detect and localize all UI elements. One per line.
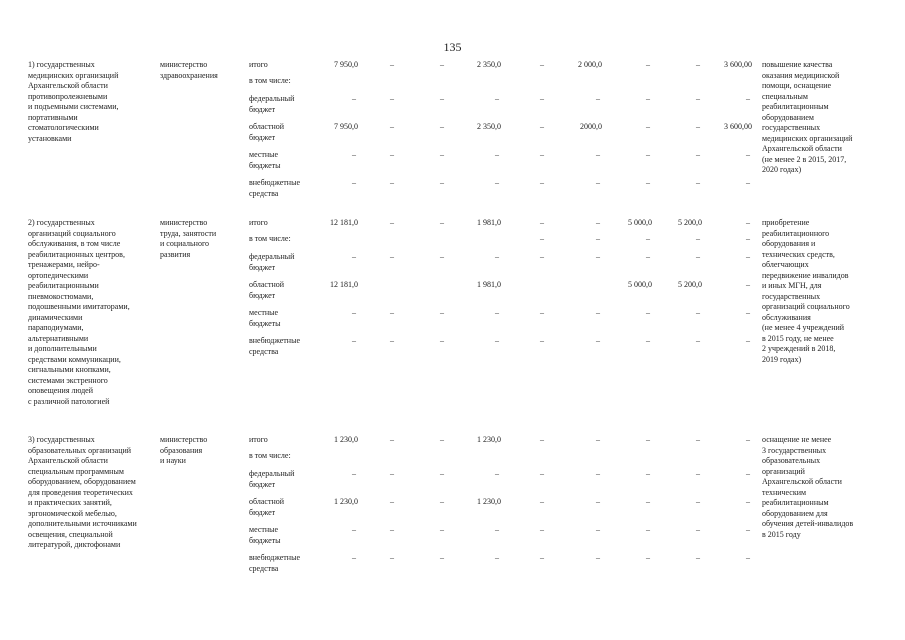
value-cell: 5 200,0	[678, 280, 702, 289]
value-cell: –	[440, 525, 444, 534]
value-cell: –	[746, 525, 750, 534]
value-cell: –	[596, 435, 600, 444]
value-cell: –	[746, 469, 750, 478]
row-label: местные бюджеты	[249, 150, 281, 170]
value-cell: –	[495, 308, 499, 317]
value-cell: –	[696, 497, 700, 506]
value-cell: –	[390, 122, 394, 131]
value-cell: –	[540, 178, 544, 187]
value-cell: 3 600,00	[724, 60, 752, 69]
value-cell: –	[646, 234, 650, 243]
value-cell: –	[540, 122, 544, 131]
row-label: в том числе:	[249, 451, 291, 460]
value-cell: 5 000,0	[628, 218, 652, 227]
value-cell: –	[596, 252, 600, 261]
row-label: областной бюджет	[249, 497, 285, 517]
value-cell: –	[352, 553, 356, 562]
value-cell: 2000,0	[580, 122, 602, 131]
value-cell: –	[540, 234, 544, 243]
section-title: 3) государственных образовательных организаций Архангельской области специальным программным оборудованием, оборудованием для проведения теоретических и практических занятий, эргономической мебелью, дополнительными источниками освещения, специальной литературой, диктофонами	[28, 435, 137, 549]
value-cell: –	[540, 336, 544, 345]
value-cell: –	[596, 150, 600, 159]
value-cell: –	[696, 435, 700, 444]
value-cell: –	[646, 435, 650, 444]
value-cell: –	[696, 122, 700, 131]
value-cell: –	[390, 469, 394, 478]
value-cell: –	[440, 60, 444, 69]
value-cell: –	[696, 469, 700, 478]
row-label: итого	[249, 218, 268, 227]
row-label: в том числе:	[249, 76, 291, 85]
value-cell: 5 200,0	[678, 218, 702, 227]
value-cell: –	[390, 497, 394, 506]
value-cell: –	[646, 469, 650, 478]
row-label: внебюджетные средства	[249, 178, 300, 198]
row-label: местные бюджеты	[249, 308, 281, 328]
value-cell: –	[390, 150, 394, 159]
value-cell: –	[746, 234, 750, 243]
value-cell: –	[746, 150, 750, 159]
value-cell: 1 981,0	[477, 280, 501, 289]
value-cell: –	[440, 308, 444, 317]
value-cell: –	[390, 435, 394, 444]
result-description: оснащение не менее 3 государственных образовательных организаций Архангельской области техническим реабилитационным оборудованием для обучения детей-инвалидов в 2015 году	[762, 435, 854, 539]
value-cell: –	[646, 60, 650, 69]
value-cell: –	[390, 178, 394, 187]
value-cell: –	[390, 218, 394, 227]
value-cell: –	[495, 525, 499, 534]
value-cell: –	[440, 178, 444, 187]
value-cell: –	[696, 553, 700, 562]
value-cell: –	[540, 553, 544, 562]
result-description: повышение качества оказания медицинской помощи, оснащение специальным реабилитационным оборудованием государственных медицинских организаций Архангельской области (не менее 2 в 2015, 2017, 2020 годах)	[762, 60, 853, 174]
value-cell: –	[440, 553, 444, 562]
row-label: внебюджетные средства	[249, 553, 300, 573]
value-cell: 12 181,0	[330, 280, 358, 289]
value-cell: –	[596, 234, 600, 243]
row-label: внебюджетные средства	[249, 336, 300, 356]
value-cell: 12 181,0	[330, 218, 358, 227]
value-cell: –	[440, 497, 444, 506]
executor: министерство здравоохранения	[160, 60, 218, 80]
row-label: местные бюджеты	[249, 525, 281, 545]
executor: министерство труда, занятости и социального развития	[160, 218, 217, 259]
row-label: федеральный бюджет	[249, 94, 295, 114]
value-cell: –	[746, 94, 750, 103]
page-number: 135	[443, 40, 462, 54]
value-cell: –	[440, 469, 444, 478]
row-label: в том числе:	[249, 234, 291, 243]
value-cell: –	[540, 308, 544, 317]
value-cell: –	[646, 178, 650, 187]
value-cell: –	[746, 252, 750, 261]
value-cell: –	[696, 94, 700, 103]
value-cell: –	[540, 525, 544, 534]
row-label: итого	[249, 435, 268, 444]
value-cell: –	[646, 553, 650, 562]
value-cell: –	[495, 469, 499, 478]
value-cell: –	[390, 553, 394, 562]
value-cell: –	[495, 178, 499, 187]
value-cell: –	[646, 122, 650, 131]
value-cell: –	[540, 150, 544, 159]
value-cell: –	[352, 150, 356, 159]
value-cell: 7 950,0	[334, 60, 358, 69]
value-cell: –	[596, 525, 600, 534]
value-cell: –	[495, 252, 499, 261]
value-cell: 7 950,0	[334, 122, 358, 131]
value-cell: –	[746, 336, 750, 345]
value-cell: –	[696, 178, 700, 187]
value-cell: –	[596, 94, 600, 103]
value-cell: –	[646, 150, 650, 159]
value-cell: –	[540, 218, 544, 227]
value-cell: –	[352, 336, 356, 345]
value-cell: –	[646, 497, 650, 506]
executor: министерство образования и науки	[160, 435, 208, 465]
value-cell: –	[746, 308, 750, 317]
value-cell: –	[390, 308, 394, 317]
row-label: областной бюджет	[249, 280, 285, 300]
value-cell: 2 350,0	[477, 60, 501, 69]
value-cell: –	[440, 218, 444, 227]
value-cell: 1 230,0	[477, 497, 501, 506]
value-cell: –	[390, 336, 394, 345]
value-cell: –	[696, 60, 700, 69]
value-cell: –	[746, 553, 750, 562]
value-cell: –	[746, 218, 750, 227]
value-cell: –	[440, 94, 444, 103]
value-cell: –	[646, 308, 650, 317]
value-cell: –	[540, 497, 544, 506]
value-cell: –	[540, 252, 544, 261]
value-cell: –	[440, 122, 444, 131]
row-label: областной бюджет	[249, 122, 285, 142]
value-cell: –	[696, 252, 700, 261]
value-cell: –	[390, 60, 394, 69]
value-cell: –	[352, 525, 356, 534]
value-cell: –	[746, 178, 750, 187]
value-cell: –	[540, 469, 544, 478]
section-title: 1) государственных медицинских организаций Архангельской области противопролежневыми и подъемными системами, портативными стоматологическими установками	[28, 60, 119, 143]
value-cell: –	[696, 308, 700, 317]
value-cell: –	[440, 150, 444, 159]
value-cell: –	[596, 336, 600, 345]
row-label: итого	[249, 60, 268, 69]
value-cell: –	[440, 336, 444, 345]
value-cell: –	[746, 497, 750, 506]
value-cell: –	[746, 280, 750, 289]
value-cell: 1 981,0	[477, 218, 501, 227]
value-cell: –	[390, 94, 394, 103]
value-cell: 2 000,0	[578, 60, 602, 69]
value-cell: 1 230,0	[334, 497, 358, 506]
value-cell: 1 230,0	[477, 435, 501, 444]
value-cell: –	[696, 150, 700, 159]
value-cell: –	[495, 150, 499, 159]
value-cell: –	[646, 94, 650, 103]
value-cell: 2 350,0	[477, 122, 501, 131]
value-cell: 5 000,0	[628, 280, 652, 289]
value-cell: –	[646, 252, 650, 261]
value-cell: –	[352, 252, 356, 261]
value-cell: –	[746, 435, 750, 444]
value-cell: –	[596, 553, 600, 562]
section-title: 2) государственных организаций социального обслуживания, в том числе реабилитационных центров, тренажерами, нейро- ортопедическими реабилитационными пневмокостюмами, подошвенными имитаторами, динамическими параподиумами, альтернативными и дополнительными средствами коммуникации, сигнальными кнопками, системами экстренного оповещения людей с различной патологией	[28, 218, 130, 406]
value-cell: –	[696, 336, 700, 345]
value-cell: –	[352, 94, 356, 103]
value-cell: –	[596, 178, 600, 187]
value-cell: –	[646, 336, 650, 345]
value-cell: –	[540, 94, 544, 103]
value-cell: –	[390, 525, 394, 534]
value-cell: –	[596, 497, 600, 506]
value-cell: –	[390, 252, 394, 261]
value-cell: 3 600,00	[724, 122, 752, 131]
row-label: федеральный бюджет	[249, 252, 295, 272]
value-cell: –	[495, 553, 499, 562]
value-cell: –	[696, 525, 700, 534]
value-cell: –	[696, 234, 700, 243]
value-cell: –	[352, 178, 356, 187]
result-description: приобретение реабилитационного оборудования и технических средств, облегчающих передвижение инвалидов и иных МГН, для государственных организаций социального обслуживания (не менее 4 учреждений в 2015 году, не менее 2 учреждений в 2018, 2019 годах)	[762, 218, 850, 364]
value-cell: –	[495, 336, 499, 345]
value-cell: –	[540, 60, 544, 69]
value-cell: 1 230,0	[334, 435, 358, 444]
value-cell: –	[596, 469, 600, 478]
value-cell: –	[440, 435, 444, 444]
value-cell: –	[646, 525, 650, 534]
value-cell: –	[495, 94, 499, 103]
value-cell: –	[596, 218, 600, 227]
value-cell: –	[352, 308, 356, 317]
row-label: федеральный бюджет	[249, 469, 295, 489]
value-cell: –	[540, 435, 544, 444]
value-cell: –	[596, 308, 600, 317]
value-cell: –	[440, 252, 444, 261]
value-cell: –	[352, 469, 356, 478]
